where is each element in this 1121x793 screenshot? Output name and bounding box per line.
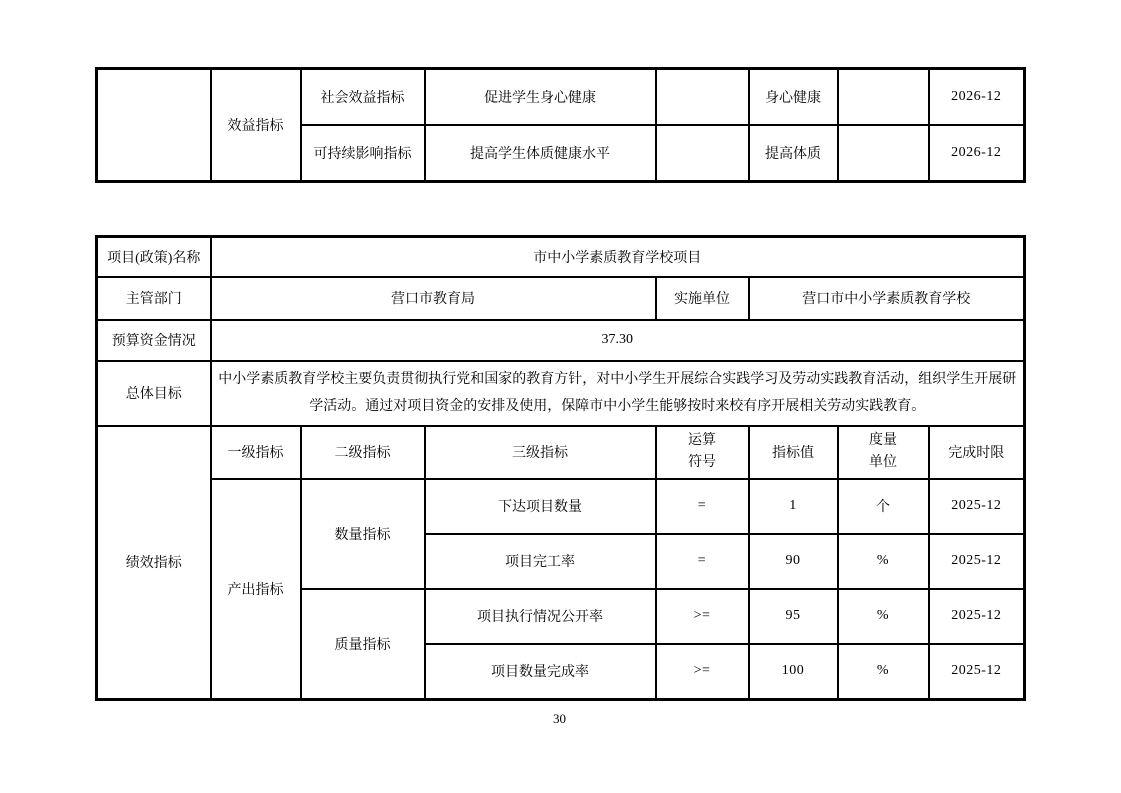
benefit-indicator-type: 可持续影响指标 — [301, 125, 425, 182]
benefit-indicator-type: 社会效益指标 — [301, 69, 425, 125]
benefit-indicator-name: 促进学生身心健康 — [425, 69, 656, 125]
quality-group-label: 质量指标 — [301, 589, 425, 700]
header-value: 指标值 — [749, 426, 838, 479]
indicator-deadline: 2025-12 — [929, 534, 1025, 589]
indicator-value: 1 — [749, 479, 838, 534]
output-group-label: 产出指标 — [211, 479, 301, 700]
header-operator-line2: 符号 — [688, 455, 716, 470]
goal-text: 中小学素质教育学校主要负责贯彻执行党和国家的教育方针，对中小学生开展综合实践学习及劳动实践教育活动，组织学生开展研学活动。通过对项目资金的安排及使用，保障市中小学生能够按时来校有序开展相关劳动实践教育。 — [211, 361, 1025, 426]
impl-unit-value: 营口市中小学素质教育学校 — [749, 277, 1025, 320]
indicator-operator: >= — [656, 589, 749, 644]
header-deadline: 完成时限 — [929, 426, 1025, 479]
benefit-indicator-name: 提高学生体质健康水平 — [425, 125, 656, 182]
benefit-group-label: 效益指标 — [211, 69, 301, 182]
header-operator-line1: 运算 — [688, 433, 716, 448]
indicator-value: 95 — [749, 589, 838, 644]
indicator-operator: = — [656, 479, 749, 534]
impl-unit-label: 实施单位 — [656, 277, 749, 320]
header-operator — [656, 426, 749, 479]
indicator-value: 100 — [749, 644, 838, 700]
project-name-label: 项目(政策)名称 — [97, 237, 211, 277]
indicator-value: 90 — [749, 534, 838, 589]
benefit-deadline: 2026-12 — [929, 69, 1025, 125]
header-level3: 三级指标 — [425, 426, 656, 479]
benefit-indicators-table — [95, 67, 1026, 183]
indicator-unit: % — [838, 534, 929, 589]
indicator-unit: 个 — [838, 479, 929, 534]
header-unit-line1: 度量 — [869, 433, 897, 448]
indicator-operator: >= — [656, 644, 749, 700]
header-level2: 二级指标 — [301, 426, 425, 479]
budget-value: 37.30 — [211, 320, 1025, 361]
quantity-group-label: 数量指标 — [301, 479, 425, 589]
header-unit — [838, 426, 929, 479]
goal-label: 总体目标 — [97, 361, 211, 426]
benefit-operator-cell — [656, 125, 749, 182]
indicator-deadline: 2025-12 — [929, 479, 1025, 534]
benefit-operator-cell — [656, 69, 749, 125]
dept-label: 主管部门 — [97, 277, 211, 320]
benefit-unit-cell — [838, 125, 929, 182]
project-performance-table — [95, 235, 1026, 701]
header-unit-line2: 单位 — [869, 455, 897, 470]
performance-group-label: 绩效指标 — [97, 426, 211, 700]
budget-label: 预算资金情况 — [97, 320, 211, 361]
benefit-indicator-value: 身心健康 — [749, 69, 838, 125]
benefit-deadline: 2026-12 — [929, 125, 1025, 182]
header-level1: 一级指标 — [211, 426, 301, 479]
indicator-operator: = — [656, 534, 749, 589]
dept-value: 营口市教育局 — [211, 277, 656, 320]
page-number: 30 — [553, 711, 566, 726]
indicator-unit: % — [838, 644, 929, 700]
indicator-unit: % — [838, 589, 929, 644]
indicator-name: 下达项目数量 — [425, 479, 656, 534]
benefit-unit-cell — [838, 69, 929, 125]
indicator-deadline: 2025-12 — [929, 644, 1025, 700]
indicator-name: 项目数量完成率 — [425, 644, 656, 700]
indicator-name: 项目完工率 — [425, 534, 656, 589]
project-name-value: 市中小学素质教育学校项目 — [211, 237, 1025, 277]
indicator-deadline: 2025-12 — [929, 589, 1025, 644]
indicator-name: 项目执行情况公开率 — [425, 589, 656, 644]
benefit-indicator-value: 提高体质 — [749, 125, 838, 182]
benefit-level1-empty-cell — [97, 69, 211, 182]
